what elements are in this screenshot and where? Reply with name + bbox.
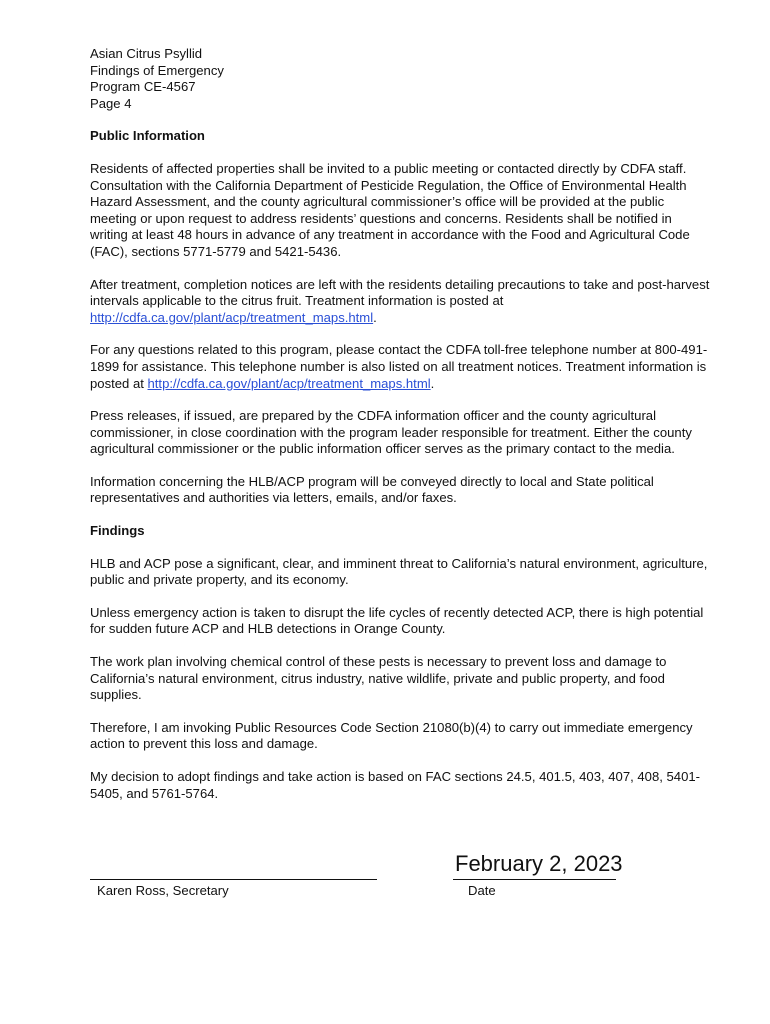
paragraph-3-text: For any questions related to this program, please contact the CDFA toll-free telephone number at 800-491-1899 for assistance. This telephone number is also listed on all treatment notices. Treatment information is posted at <box>90 342 708 391</box>
findings-heading: Findings <box>90 523 145 539</box>
treatment-maps-link-2[interactable]: http://cdfa.ca.gov/plant/acp/treatment_maps.html <box>147 375 431 391</box>
findings-paragraph-4: Therefore, I am invoking Public Resources Code Section 21080(b)(4) to carry out immediate emergency action to prevent this loss and damage. <box>90 719 693 752</box>
treatment-maps-link-1[interactable]: http://cdfa.ca.gov/plant/acp/treatment_maps.html <box>90 309 374 325</box>
public-information-paragraph-3 <box>90 342 710 392</box>
signer-name: Karen Ross, Secretary <box>97 883 229 898</box>
public-information-paragraph-1: Residents of affected properties shall be invited to a public meeting or contacted directly by CDFA staff. Consultation with the California Department of Pesticide Regulation, the Office of Environmental Health Hazard Assessment, and the county agricultural commissioner’s office will be provided at the public meeting or upon request to address residents’ questions and concerns. Residents shall be notified in writing at least 48 hours in advance of any treatment in accordance with the Food and Agricultural Code (FAC), sections 5771-5779 and 5421-5436. <box>90 160 690 259</box>
document-body <box>90 46 710 818</box>
header-program: Program CE-4567 <box>90 79 196 95</box>
signature-block <box>0 846 770 906</box>
header-subtitle: Findings of Emergency <box>90 62 224 78</box>
header-title: Asian Citrus Psyllid <box>90 46 203 61</box>
date-line <box>453 879 616 880</box>
paragraph-2-text: After treatment, completion notices are left with the residents detailing precautions to take and post-harvest intervals applicable to the citrus fruit. Treatment information is posted at <box>90 276 710 309</box>
public-information-paragraph-5: Information concerning the HLB/ACP program will be conveyed directly to local and State political representatives and authorities via letters, emails, and/or faxes. <box>90 473 654 506</box>
public-information-paragraph-4: Press releases, if issued, are prepared by the CDFA information officer and the county agricultural commissioner, in close coordination with the program leader responsible for treatment. Either the county agricultural commissioner or the public information officer serves as the primary contact to the media. <box>90 408 692 457</box>
public-information-paragraph-2 <box>90 277 710 327</box>
public-information-heading: Public Information <box>90 128 205 144</box>
signature-line <box>90 879 377 880</box>
document-header <box>90 46 710 112</box>
header-page-number: Page 4 <box>90 95 132 111</box>
findings-paragraph-5: My decision to adopt findings and take action is based on FAC sections 24.5, 401.5, 403, 407, 408, 5401-5405, and 5761-5764. <box>90 769 700 801</box>
findings-paragraph-3: The work plan involving chemical control of these pests is necessary to prevent loss and damage to California’s natural environment, citrus industry, native wildlife, private and public property, and food supplies. <box>90 654 667 703</box>
paragraph-2-end: . <box>373 309 377 325</box>
findings-paragraph-2: Unless emergency action is taken to disrupt the life cycles of recently detected ACP, there is high potential for sudden future ACP and HLB detections in Orange County. <box>90 604 704 637</box>
paragraph-3-end: . <box>430 375 435 391</box>
date-label: Date <box>468 883 496 898</box>
findings-paragraph-1: HLB and ACP pose a significant, clear, and imminent threat to California’s natural environment, agriculture, public and private property, and its economy. <box>90 555 708 588</box>
signature-date-value: February 2, 2023 <box>455 851 623 876</box>
